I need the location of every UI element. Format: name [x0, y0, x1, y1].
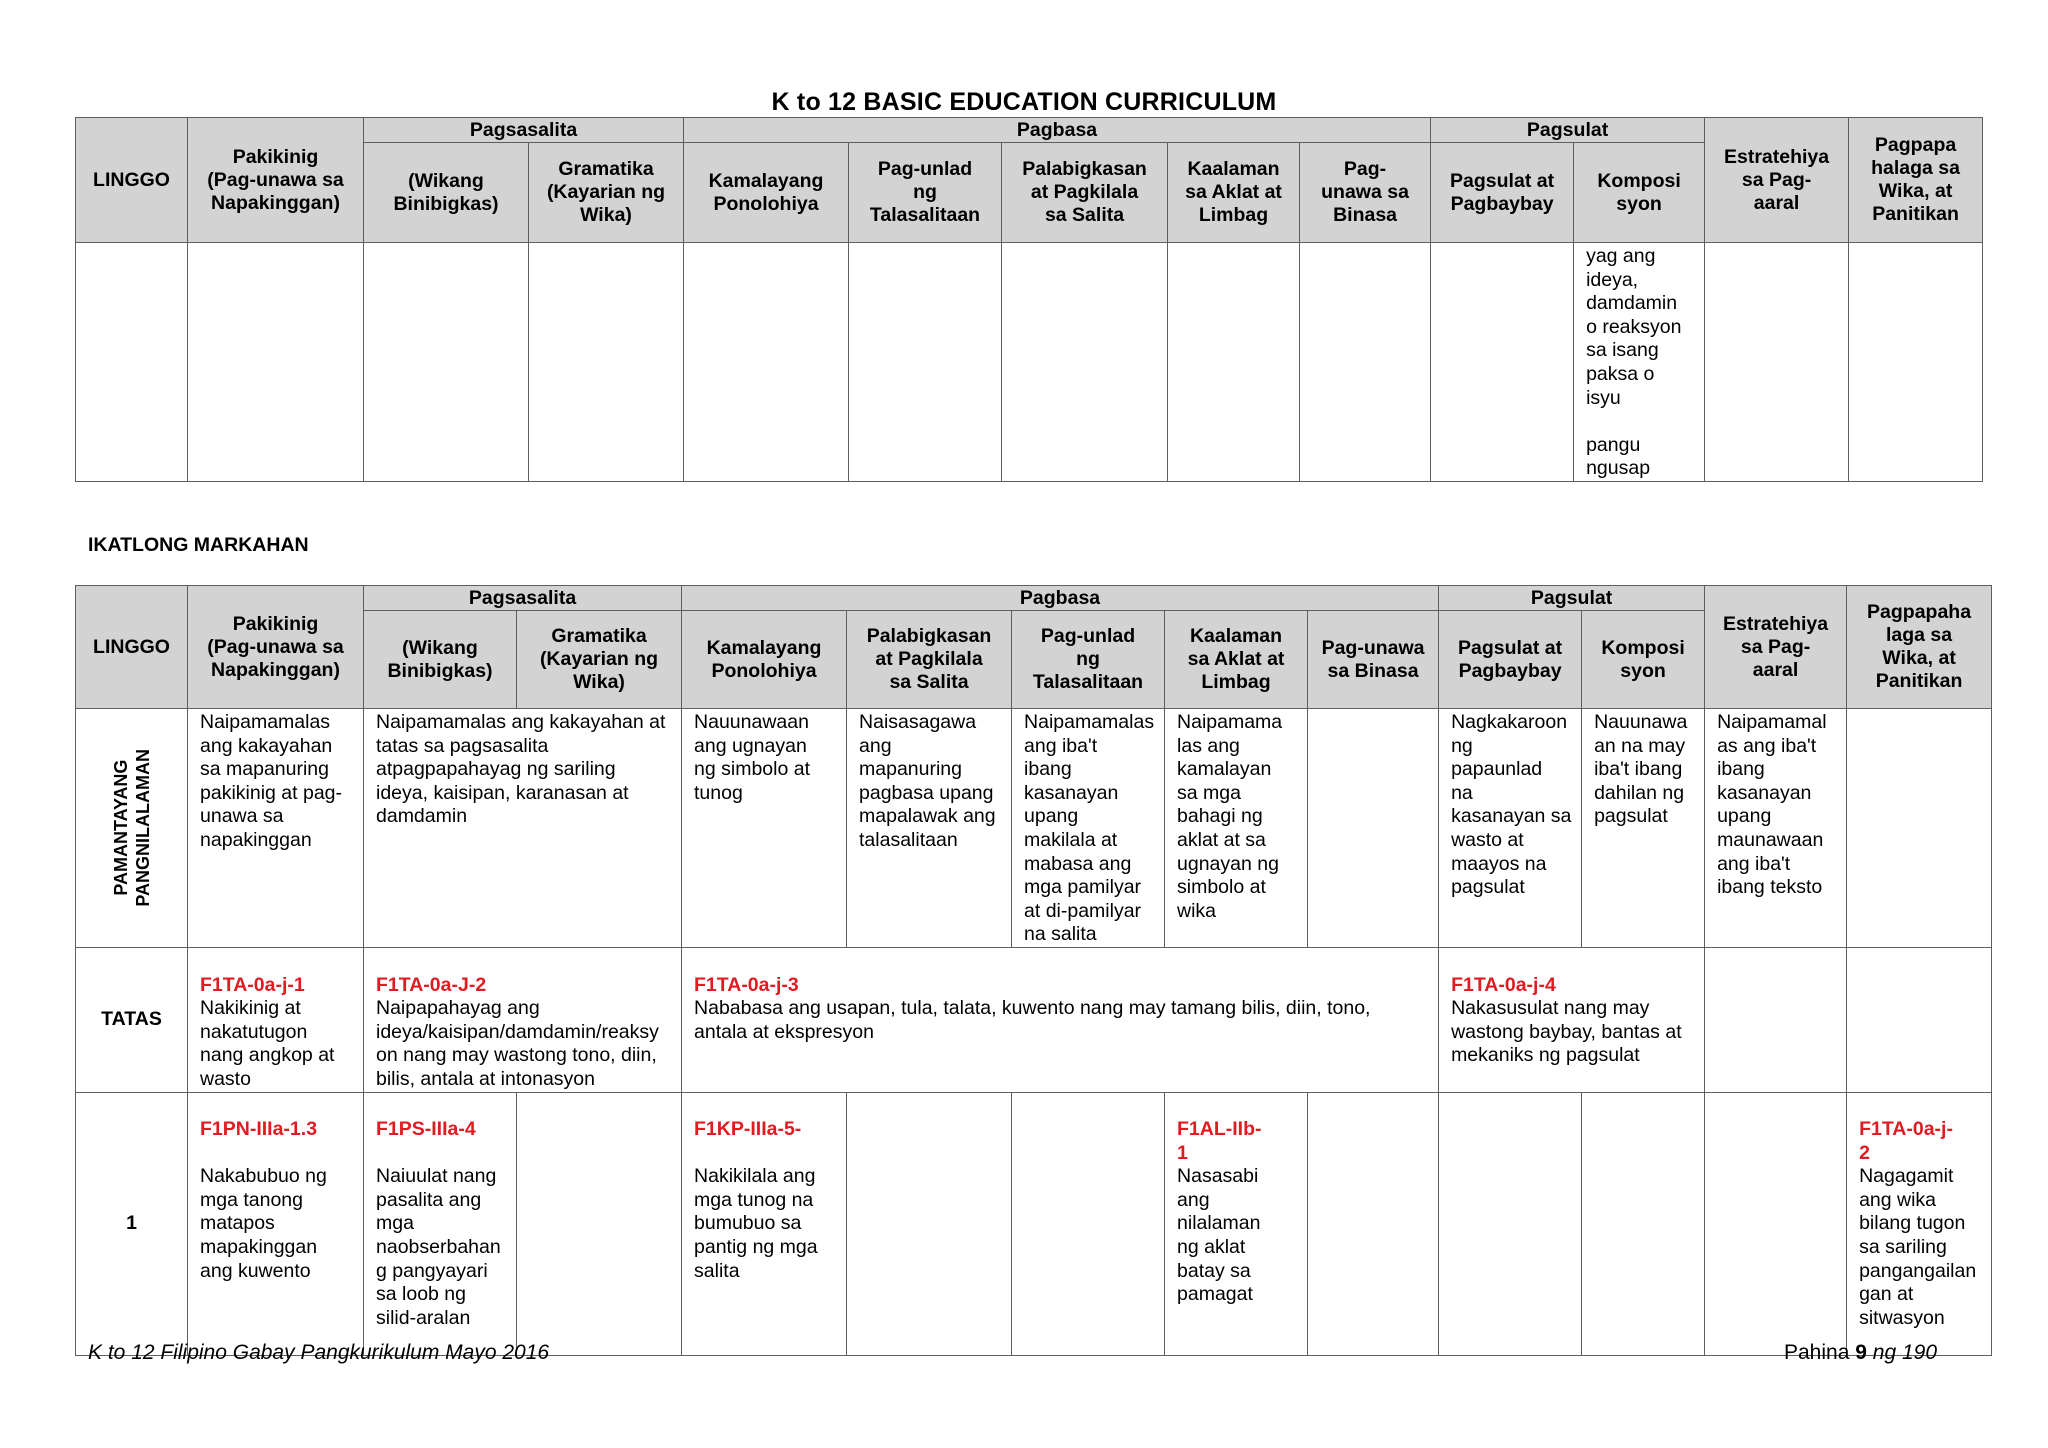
competency-text: Naiuulat nang pasalita ang mga naobserbahan g pangyayari sa loob ng silid-aralan — [376, 1165, 501, 1329]
header-kamalayang-ponolohiya: Kamalayang Ponolohiya — [684, 143, 849, 243]
section-label: IKATLONG MARKAHAN — [88, 534, 309, 556]
competency-code: F1TA-0a-j-1 — [200, 973, 305, 996]
table-row-week-1 — [76, 1092, 1992, 1355]
footer-page: 9 — [1855, 1341, 1867, 1364]
header-pagsulat: Pagsulat — [1439, 586, 1705, 611]
table-row-tatas — [76, 947, 1992, 1092]
cell-tatas-pagsasalita — [364, 947, 682, 1092]
competency-text: Naipapahayag ang ideya/kaisipan/damdamin/reaksy on nang may wastong tono, diin, bilis, antala at intonasyon — [376, 997, 659, 1090]
header-pagsasalita: Pagsasalita — [364, 118, 684, 143]
header-estratehiya: Estratehiya sa Pag- aaral — [1705, 118, 1849, 243]
cell-pagsulat-at: Nagkakaroon ng papaunlad na kasanayan sa wasto at maayos na pagsulat — [1439, 709, 1582, 948]
header-pagsulat-pagbaybay: Pagsulat at Pagbaybay — [1431, 143, 1574, 243]
header-pagsasalita: Pagsasalita — [364, 586, 682, 611]
cell-tatas-pagsulat — [1439, 947, 1705, 1092]
header-pag-unawa-binasa: Pag-unawa sa Binasa — [1308, 611, 1439, 709]
header-pagbasa: Pagbasa — [682, 586, 1439, 611]
header-pakikinig: Pakikinig (Pag-unawa sa Napakinggan) — [188, 586, 364, 709]
competency-text: Nasasabi ang nilalaman ng aklat batay sa pamagat — [1177, 1165, 1261, 1306]
header-gramatika: Gramatika (Kayarian ng Wika) — [529, 143, 684, 243]
cell-pagsasalita: Naipamamalas ang kakayahan at tatas sa pagsasalita atpagpapahayag ng sariling ideya, kaisipan, karanasan at damdamin — [364, 709, 682, 948]
cell-tatas-pakikinig — [188, 947, 364, 1092]
header-pag-unlad-talasalitaan: Pag-unlad ng Talasalitaan — [1012, 611, 1165, 709]
cell-estratehiya: Naipamamal as ang iba't ibang kasanayan upang maunawaan ang iba't ibang teksto — [1705, 709, 1847, 948]
header-linggo: LINGGO — [76, 586, 188, 709]
cell-komposisyon: Nauunawa an na may iba't ibang dahilan ng pagsulat — [1582, 709, 1705, 948]
header-kaalaman-aklat: Kaalaman sa Aklat at Limbag — [1168, 143, 1300, 243]
page-title: K to 12 BASIC EDUCATION CURRICULUM — [771, 88, 1277, 116]
cell-week1-pagpapahalaga — [1847, 1092, 1992, 1355]
cell-tatas-pagbasa — [682, 947, 1439, 1092]
competency-code: F1PN-IIIa-1.3 — [200, 1118, 318, 1141]
curriculum-table-ikatlong-markahan — [75, 585, 1992, 1356]
footer-page-total: ng 190 — [1872, 1341, 1937, 1364]
header-pakikinig: Pakikinig (Pag-unawa sa Napakinggan) — [188, 118, 364, 243]
header-pagbasa: Pagbasa — [684, 118, 1431, 143]
competency-code: F1TA-0a-j-3 — [694, 973, 799, 996]
header-kaalaman-aklat: Kaalaman sa Aklat at Limbag — [1165, 611, 1308, 709]
header-pagsulat: Pagsulat — [1431, 118, 1705, 143]
table-row-pamantayan — [76, 709, 1992, 948]
competency-code: F1KP-IIIa-5- — [694, 1118, 802, 1141]
curriculum-table-continued — [75, 117, 1983, 482]
competency-text: Nakikilala ang mga tunog na bumubuo sa pantig ng mga salita — [694, 1165, 818, 1282]
cell-pagpapahalaga — [1847, 709, 1992, 948]
competency-code: F1TA-0a-j-4 — [1451, 973, 1556, 996]
cell-week1-pakikinig — [188, 1092, 364, 1355]
header-gramatika: Gramatika (Kayarian ng Wika) — [517, 611, 682, 709]
competency-text: Nakasusulat nang may wastong baybay, bantas at mekaniks ng pagsulat — [1451, 997, 1682, 1067]
cell-week1-kaalaman — [1165, 1092, 1308, 1355]
cell-komposisyon: yag ang ideya, damdamin o reaksyon sa isang paksa o isyu pangu ngusap — [1574, 243, 1705, 482]
header-wikang-binibigkas: (Wikang Binibigkas) — [364, 143, 529, 243]
header-komposisyon: Komposi syon — [1582, 611, 1705, 709]
cell-week1-wikang — [364, 1092, 517, 1355]
cell-kamalayang: Nauunawaan ang ugnayan ng simbolo at tunog — [682, 709, 847, 948]
cell-palabigkasan: Naisasagawa ang mapanuring pagbasa upang mapalawak ang talasalitaan — [847, 709, 1012, 948]
footer-document-name: K to 12 Filipino Gabay Pangkurikulum Mayo 2016 — [88, 1341, 550, 1364]
row-label-week: 1 — [76, 1092, 188, 1355]
header-wikang-binibigkas: (Wikang Binibigkas) — [364, 611, 517, 709]
footer-page-number — [1784, 1341, 1937, 1365]
competency-text: Nakabubuo ng mga tanong matapos mapakinggan ang kuwento — [200, 1165, 327, 1282]
cell-pag-unawa — [1308, 709, 1439, 948]
competency-code: F1AL-IIb- 1 — [1177, 1118, 1262, 1164]
competency-text: Nakikinig at nakatutugon nang angkop at wasto — [200, 997, 335, 1090]
cell-kaalaman: Naipamama las ang kamalayan sa mga bahagi ng aklat at sa ugnayan ng simbolo at wika — [1165, 709, 1308, 948]
header-palabigkasan: Palabigkasan at Pagkilala sa Salita — [847, 611, 1012, 709]
cell-pag-unlad: Naipamamalas ang iba't ibang kasanayan upang makilala at mabasa ang mga pamilyar at di-pamilyar na salita — [1012, 709, 1165, 948]
header-pagpapahalaga: Pagpapa halaga sa Wika, at Panitikan — [1849, 118, 1983, 243]
header-pag-unawa-binasa: Pag- unawa sa Binasa — [1300, 143, 1431, 243]
competency-code: F1TA-0a-j- 2 — [1859, 1118, 1953, 1164]
header-estratehiya: Estratehiya sa Pag- aaral — [1705, 586, 1847, 709]
competency-code: F1PS-IIIa-4 — [376, 1118, 476, 1141]
competency-code: F1TA-0a-J-2 — [376, 973, 487, 996]
pamantayan-label: PAMANTAYANG PANGNILALAMAN — [110, 749, 153, 907]
header-pag-unlad-talasalitaan: Pag-unlad ng Talasalitaan — [849, 143, 1002, 243]
cell-week1-kamalayang — [682, 1092, 847, 1355]
header-pagpapahalaga: Pagpapaha laga sa Wika, at Panitikan — [1847, 586, 1992, 709]
row-label-tatas: TATAS — [76, 947, 188, 1092]
table-row — [76, 243, 1983, 482]
competency-text: Nagagamit ang wika bilang tugon sa sariling pangangailan gan at sitwasyon — [1859, 1165, 1977, 1329]
header-linggo: LINGGO — [76, 118, 188, 243]
footer-pahina: Pahina — [1784, 1341, 1850, 1364]
header-kamalayang-ponolohiya: Kamalayang Ponolohiya — [682, 611, 847, 709]
cell-pakikinig: Naipamamalas ang kakayahan sa mapanuring pakikinig at pag- unawa sa napakinggan — [188, 709, 364, 948]
row-label-pamantayan — [76, 709, 188, 948]
header-komposisyon: Komposi syon — [1574, 143, 1705, 243]
header-pagsulat-pagbaybay: Pagsulat at Pagbaybay — [1439, 611, 1582, 709]
header-palabigkasan: Palabigkasan at Pagkilala sa Salita — [1002, 143, 1168, 243]
competency-text: Nababasa ang usapan, tula, talata, kuwento nang may tamang bilis, diin, tono, antala at ekspresyon — [694, 997, 1371, 1043]
